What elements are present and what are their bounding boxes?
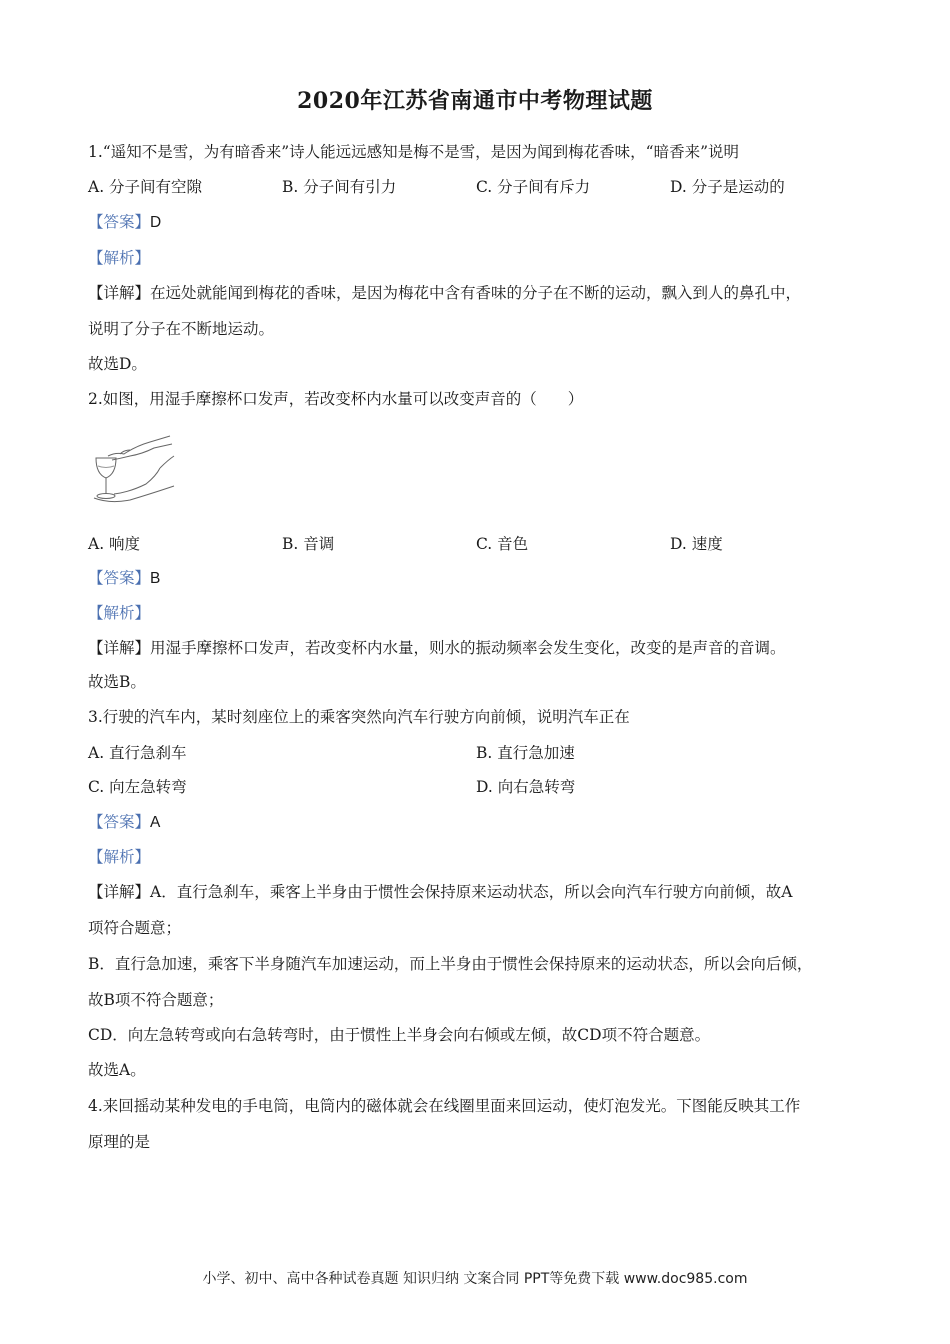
question-2-stem: 2.如图，用湿手摩擦杯口发声，若改变杯内水量可以改变声音的（ ）: [88, 390, 584, 408]
question-2-detail-line-1: [88, 637, 786, 659]
question-2-analysis-tag: 【解析】: [88, 604, 151, 622]
question-3-detail-line-3: B．直行急加速，乘客下半身随汽车加速运动，而上半身由于惯性会保持原来的运动状态，所以会向后倾，: [88, 955, 813, 973]
question-1-option-c: C. 分子间有斥力: [476, 178, 591, 196]
question-1-choice: 故选D。: [88, 355, 147, 373]
answer-tag: 【答案】: [88, 213, 151, 231]
page-footer: 小学、初中、高中各种试卷真题 知识归纳 文案合同 PPT等免费下载 www.doc985.com: [202, 1271, 748, 1287]
question-4-stem-line-1: 4.来回摇动某种发电的手电筒，电筒内的磁体就会在线圈里面来回运动，使灯泡发光。下图能反映其工作: [88, 1097, 801, 1115]
question-1-option-a: A. 分子间有空隙: [88, 178, 203, 196]
question-1-answer: [88, 211, 161, 234]
answer-value: B: [150, 570, 161, 587]
question-2-option-a: A. 响度: [88, 535, 141, 553]
question-3-detail-line-4: 故B项不符合题意；: [88, 991, 224, 1009]
question-4-stem-line-2: 原理的是: [88, 1133, 151, 1151]
question-3-choice: 故选A。: [88, 1061, 146, 1079]
detail-tag: 【详解】: [88, 639, 151, 657]
question-1-detail-line-1: [88, 282, 801, 304]
detail-text: 在远处就能闻到梅花的香味，是因为梅花中含有香味的分子在不断的运动，飘入到人的鼻孔中，: [150, 284, 802, 302]
question-1-analysis-tag: 【解析】: [88, 249, 151, 267]
answer-tag: 【答案】: [88, 569, 151, 587]
question-3-detail-line-5: CD．向左急转弯或向右急转弯时，由于惯性上半身会向右倾或左倾，故CD项不符合题意。: [88, 1026, 711, 1044]
hand-rubbing-wine-glass-illustration: [90, 432, 176, 508]
question-3-option-b: B. 直行急加速: [476, 744, 575, 762]
question-1-option-b: B. 分子间有引力: [282, 178, 397, 196]
question-3-analysis-tag: 【解析】: [88, 848, 151, 866]
question-2-choice: 故选B。: [88, 673, 146, 691]
question-2-option-c: C. 音色: [476, 535, 529, 553]
question-1-option-d: D. 分子是运动的: [670, 178, 785, 196]
question-1-detail-line-2: 说明了分子在不断地运动。: [88, 320, 275, 338]
question-2-option-b: B. 音调: [282, 535, 335, 553]
question-3-option-d: D. 向右急转弯: [476, 778, 576, 796]
question-3-detail-line-1: [88, 881, 792, 903]
question-3-stem: 3.行驶的汽车内，某时刻座位上的乘客突然向汽车行驶方向前倾，说明汽车正在: [88, 708, 630, 726]
detail-tag: 【详解】: [88, 284, 151, 302]
question-3-option-a: A. 直行急刹车: [88, 744, 187, 762]
question-2-answer: [88, 567, 160, 590]
page-title: 2020年江苏省南通市中考物理试题: [297, 88, 653, 114]
detail-text: A．直行急刹车，乘客上半身由于惯性会保持原来运动状态，所以会向汽车行驶方向前倾，故A: [150, 883, 793, 901]
question-3-answer: [88, 811, 160, 834]
question-1-stem: 1.“遥知不是雪，为有暗香来”诗人能远远感知是梅不是雪，是因为闻到梅花香味，“暗香来”说明: [88, 143, 739, 161]
answer-value: D: [150, 214, 162, 231]
detail-text: 用湿手摩擦杯口发声，若改变杯内水量，则水的振动频率会发生变化，改变的是声音的音调。: [150, 639, 786, 657]
detail-tag: 【详解】: [88, 883, 151, 901]
question-3-detail-line-2: 项符合题意；: [88, 919, 182, 937]
answer-value: A: [150, 814, 161, 831]
question-3-option-c: C. 向左急转弯: [88, 778, 187, 796]
answer-tag: 【答案】: [88, 813, 151, 831]
question-2-option-d: D. 速度: [670, 535, 723, 553]
